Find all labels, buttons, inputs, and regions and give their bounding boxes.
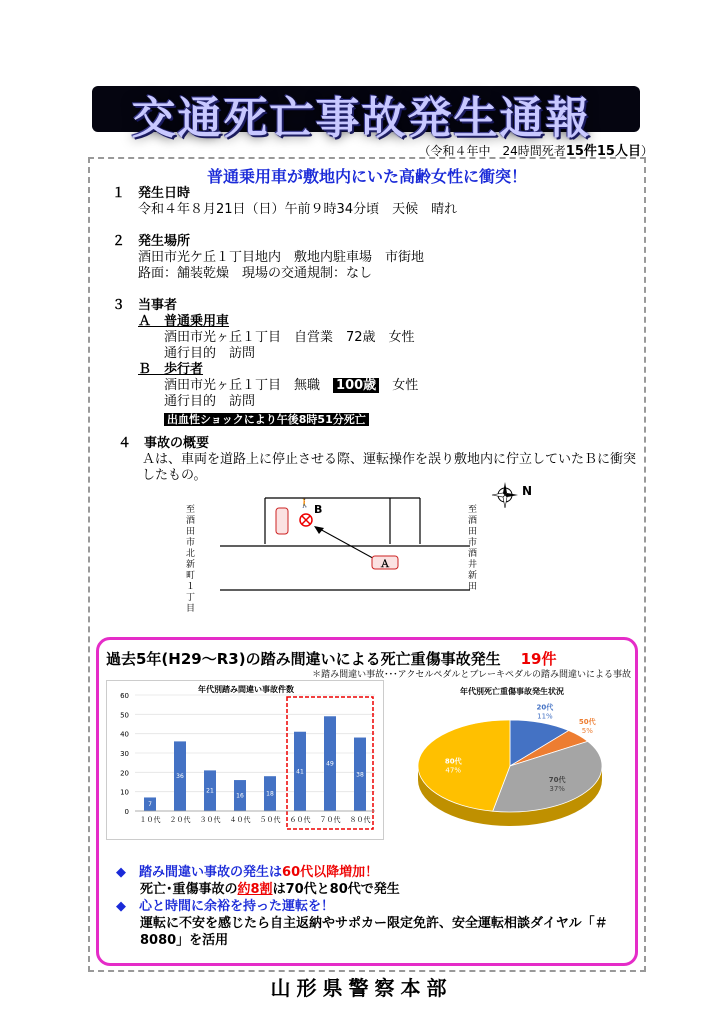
y-tick-label: 30	[120, 750, 129, 758]
x-tick-label: ３０代	[199, 816, 221, 824]
bar-data-label: 7	[148, 801, 152, 809]
accident-diagram	[180, 478, 540, 618]
pie-label: 70代	[548, 776, 566, 785]
compass-n: N	[522, 484, 533, 498]
summary-heading: ４ 事故の概要	[118, 436, 210, 451]
pie-label: 20代	[536, 703, 554, 712]
label-a: Ａ	[380, 559, 390, 570]
stats-title	[106, 648, 556, 669]
bullet-2-highlight: 約8割	[237, 882, 273, 897]
pie-label: 80代	[444, 757, 462, 766]
trajectory-arrow	[318, 528, 380, 562]
label-b: B	[314, 503, 323, 516]
pie-pct-label: 47%	[445, 766, 461, 775]
bar-data-label: 38	[356, 771, 364, 779]
summary-text: Ａは、車両を道路上に停止させる際、運転操作を誤り敷地内に佇立していたＢに衝突したもの。	[142, 452, 637, 483]
y-tick-label: 40	[120, 730, 129, 739]
bar-chart	[107, 681, 385, 841]
bar-data-label: 18	[266, 790, 274, 798]
bar-data-label: 36	[176, 773, 184, 781]
parked-car-icon	[276, 508, 288, 534]
stats-title-text: 過去5年(H29～R3)の踏み間違いによる死亡重傷事故発生	[106, 650, 501, 668]
section-location	[112, 234, 424, 282]
datetime-heading: １ 発生日時	[112, 186, 191, 201]
party-b-purpose: 通行目的 訪問	[164, 394, 256, 409]
parties-heading: ３ 当事者	[112, 298, 178, 313]
x-tick-label: ５０代	[259, 816, 281, 824]
pie-chart-title: 年代別死亡重傷事故発生状況	[460, 687, 564, 696]
page-title: 交通死亡事故発生通報	[131, 93, 592, 144]
bar-chart-title: 年代別踏み間違い事故件数	[198, 685, 294, 694]
x-tick-label: ６０代	[289, 816, 311, 824]
direction-left: 至酒田市北新町１丁目	[186, 505, 196, 614]
location-text: 酒田市光ケ丘１丁目地内 敷地内駐車場 市街地	[138, 250, 425, 265]
bar-data-label: 41	[296, 768, 304, 776]
x-tick-label: ２０代	[169, 816, 191, 824]
section-datetime	[112, 186, 457, 218]
party-b-gender: 女性	[392, 378, 419, 393]
party-b-address: 酒田市光ヶ丘１丁目 無職	[164, 378, 321, 393]
y-tick-label: 0	[124, 808, 129, 816]
bullet-2-suffix: は70代と80代で発生	[272, 882, 400, 897]
subinfo-count: 15件15人目	[565, 144, 641, 159]
subinfo-prefix: （令和４年中 24時間死者	[418, 144, 566, 158]
bullet-3-text: 心と時間に余裕を持った運転を！	[139, 899, 335, 914]
party-a-label: Ａ 普通乗用車	[138, 314, 230, 329]
footer-org: 山形県警察本部	[270, 976, 453, 1000]
bullet-1: ◆ 踏み間違い事故の発生は60代以降増加！	[116, 865, 379, 880]
bar-data-label: 49	[326, 760, 334, 768]
party-b-death: 出血性ショックにより午後8時51分死亡	[164, 413, 369, 426]
stats-count: 19件	[520, 650, 557, 668]
bar-chart-frame	[106, 680, 384, 840]
y-tick-label: 50	[120, 711, 129, 720]
pie-chart	[398, 680, 626, 840]
pie-pct-label: 5%	[581, 726, 593, 735]
party-a-text: 酒田市光ヶ丘１丁目 自営業 72歳 女性	[164, 330, 415, 345]
x-tick-label: ８０代	[349, 816, 371, 824]
bullet-1-text: 踏み間違い事故の発生は	[139, 865, 283, 880]
party-b-text	[112, 378, 418, 394]
y-tick-label: 60	[120, 692, 129, 700]
stats-note: ＊踏み間違い事故･･･アクセルペダルとブレーキペダルの踏み間違いによる事故	[312, 670, 631, 680]
x-tick-label: １０代	[139, 816, 161, 824]
section-parties	[112, 298, 418, 428]
bullet-1-highlight: 60代以降増加！	[282, 865, 379, 880]
bullet-4: 運転に不安を感じたら自主返納やサポカー限定免許、安全運転相談ダイヤル「＃8080」を活用	[140, 916, 608, 948]
road-condition-text: 路面：舗装乾燥 現場の交通規制：なし	[138, 266, 373, 281]
location-heading: ２ 発生場所	[112, 234, 191, 249]
bar-data-label: 21	[206, 787, 214, 795]
pie-pct-label: 37%	[549, 785, 565, 794]
pie-pct-label: 11%	[537, 712, 553, 721]
bullet-2	[116, 881, 636, 898]
section-summary	[112, 436, 637, 484]
y-tick-label: 20	[120, 769, 129, 778]
party-a-purpose: 通行目的 訪問	[164, 346, 256, 361]
x-tick-label: ７０代	[319, 816, 341, 824]
datetime-text: 令和４年８月21日（日）午前９時34分頃 天候 晴れ	[138, 202, 458, 217]
pie-label: 50代	[578, 717, 596, 726]
party-b-label: Ｂ 歩行者	[138, 362, 204, 377]
bullet-2-text: 死亡･重傷事故の	[140, 882, 238, 897]
compass	[490, 480, 520, 514]
pie-chart-frame	[398, 680, 626, 840]
bar-data-label: 16	[236, 792, 244, 800]
bullet-3: ◆ 心と時間に余裕を持った運転を！	[116, 899, 335, 914]
x-tick-label: ４０代	[229, 816, 251, 824]
direction-right: 至酒田市酒井新田	[468, 505, 478, 592]
party-b-age: 100歳	[333, 378, 379, 393]
headline: 普通乗用車が敷地内にいた高齢女性に衝突！	[206, 167, 527, 186]
svg-text:🚶: 🚶	[299, 499, 311, 509]
y-tick-label: 10	[120, 788, 129, 797]
subinfo-suffix: ）	[640, 144, 653, 158]
bullet-list	[116, 864, 636, 949]
compass-icon	[490, 480, 520, 510]
